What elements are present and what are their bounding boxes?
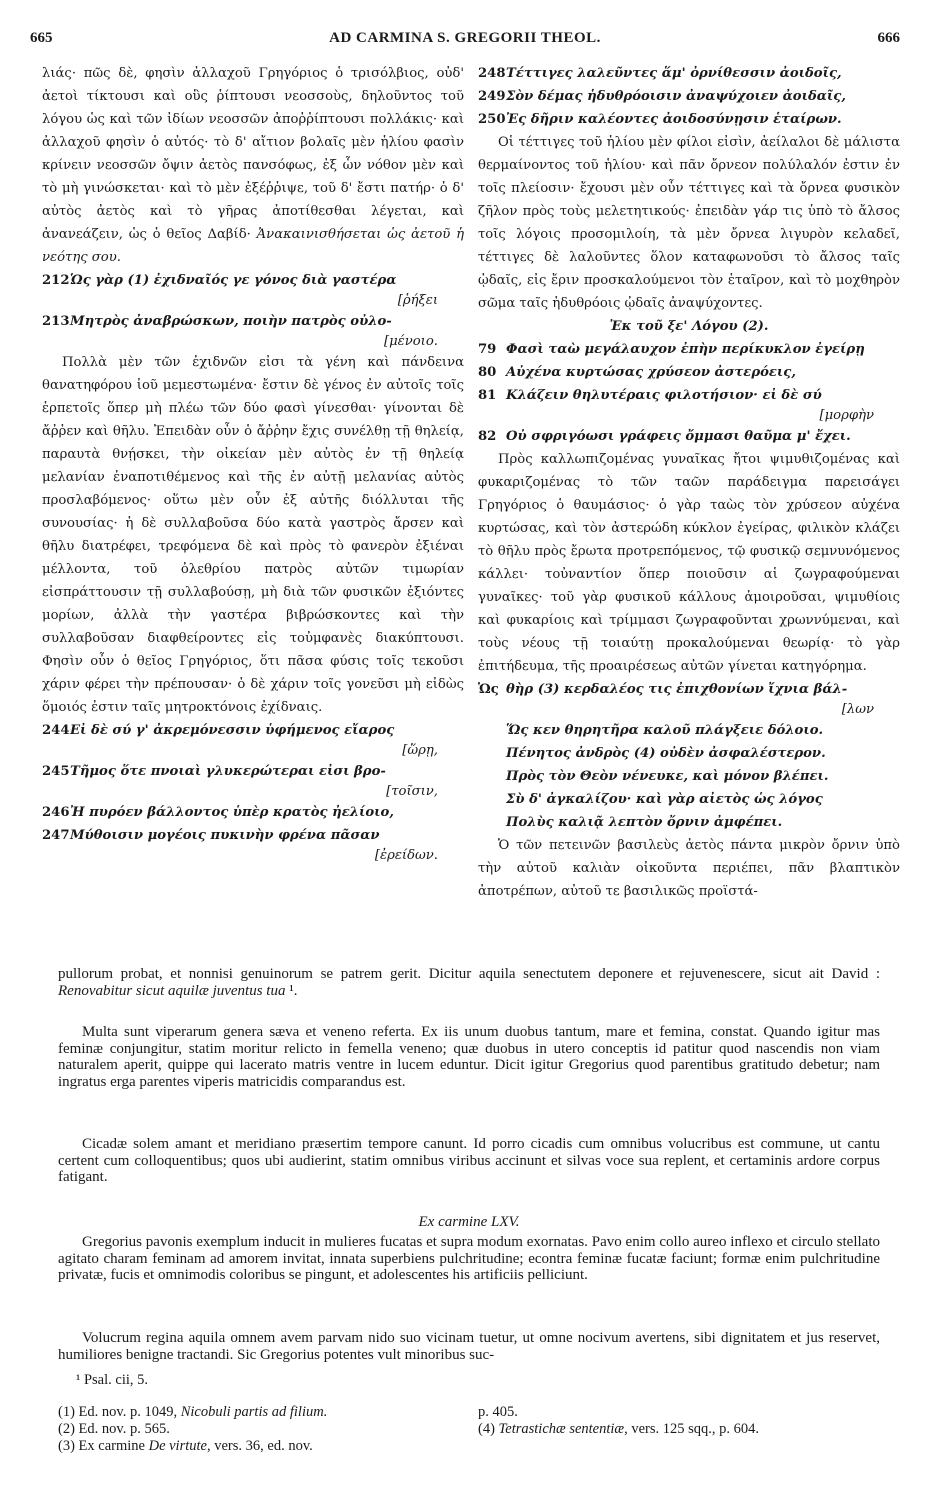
latin-p1-quote: Renovabitur sicut aquilæ juventus tua (58, 982, 286, 999)
footnote-line (58, 1438, 327, 1455)
latin-paragraph-4 (58, 1234, 880, 1284)
footnote-pre: (3) Ex carmine (58, 1438, 149, 1454)
left-verses-b (42, 719, 464, 865)
verse-line (478, 338, 900, 361)
left-verses-a (42, 269, 464, 351)
verse-text: Εἰ δὲ σύ γ' ἀκρεμόνεσσιν ὑφήμενος εἴαρος (70, 723, 395, 738)
verse-line (478, 425, 900, 448)
verse-continuation: [τοῖσιν, (386, 784, 438, 799)
footnote-psalm (76, 1372, 148, 1389)
verse-text: Φασὶ ταὼ μεγάλαυχον ἐπὴν περίκυκλον ἐγείρῃ (506, 342, 865, 357)
latin-heading-text: Ex carmine LXV. (418, 1214, 520, 1230)
verse-number: 246 (42, 805, 70, 820)
left-paragraph-2: Πολλὰ μὲν τῶν ἐχιδνῶν εἰσι τὰ γένη καὶ πάνδεινα θανατηφόρου ἰοῦ μεμεστωμένα· ἔστιν δὲ γένος ἐν αὐτοῖς τοῖς ἑρπετοῖς ὅπερ μὴ πλέω τῶν δύο φασὶ γίνεσθαι· γίνονται δὲ ἄῤῥεν καὶ θῆλυ. Ἐπειδὰν οὖν ὁ ἄῤῥην ἔχις συνέλθῃ τῇ θηλείᾳ, παραυτὰ θνῄσκει, τὴν οἰκείαν μὲν αὐτὸς ἐν τῇ θηλείᾳ μελανίαν ἐναποτιθέμενος καὶ τῆς ἐν αὐτῇ μελανίας αὐτὸς προσλαβόμενος· οὕτω μὲν οὖν ἐξ αὐτῆς διόλλυται τῆς συνουσίας· ἡ δὲ συλλαβοῦσα δύο κατὰ γαστρὸς ἄρσεν καὶ θῆλυ διατρέφει, τρεφόμενα δὲ καὶ πρὸς τὸ φανερὸν ἐξιέναι μέλλοντα, τοῦ ὀλεθρίου πατρὸς αὐτῶν τιμωρίαν εἰσπράττουσιν τῇ συλλαβούσῃ, μὴ διὰ τῶν φυσικῶν ἐξιόντες μορίων, ἀλλὰ τὴν γαστέρα βιβρώσκοντες καὶ τὴν συλλαβοῦσαν διαφθείροντες εἰς τοὐμφανὲς διακύπτουσι. Φησὶν οὖν ὁ θεῖος Γρηγόριος, ὅτι πᾶσα φύσις τοῖς τεκοῦσι χάριν φέρει τὴν πρέπουσαν· ὁ δὲ χάριν τοῖς γονεῦσι μὴ εἰδὼς ὅμοιός ἐστιν ταῖς μητροκτόνοις ἐχίδναις. (42, 355, 464, 715)
latin-p5-text: Volucrum regina aquila omnem avem parvam nido suo vicinam tuetur, ut omne nocivum avertens, sibi dignitatem et jus reservet, humiliores benigne tractandi. Sic Gregorius potentes vult minoribus suc- (58, 1330, 880, 1363)
right-verses-a (478, 62, 900, 131)
footnote-it: De virtute (148, 1438, 207, 1454)
latin-p3-text: Cicadæ solem amant et meridiano præsertim tempore canunt. Id porro cicadis cum omnibus volucribus est commune, ut cantu certent cum colloquentibus; quos ubi audierint, statim omnibus viribus accinunt et silvas voce sua replent, et certaminis ardore corpus fatigant. (58, 1136, 880, 1185)
footnote-it: Tetrastichæ sententiæ (498, 1421, 625, 1437)
verse-number: 245 (42, 764, 70, 779)
latin-paragraph-3 (58, 1136, 880, 1186)
verse-line (42, 719, 464, 742)
footnote-post: , vers. 36, ed. nov. (206, 1438, 313, 1454)
verse-text: Πολὺς καλιᾷ λεπτὸν ὄρνιν ἀμφέπει. (506, 815, 783, 830)
verse-text: Μύθοισιν μογέοις πυκινὴν φρένα πᾶσαν (70, 828, 380, 843)
verse-number: 79 (478, 342, 497, 357)
verse-line (478, 788, 900, 811)
verse-number: 250 (478, 112, 506, 127)
verse-line (478, 384, 900, 407)
verse-text: Τέττιγες λαλεῦντες ἅμ' ὀρνίθεσσιν ἀοιδοῖς, (506, 66, 842, 81)
verse-number (478, 788, 506, 811)
verse-text: Κλάζειν θηλυτέραις φιλοτήσιον· εἰ δὲ σύ (506, 388, 822, 403)
verse-text: Ὥς κεν θηρητῆρα καλοῦ πλάγξειε δόλοιο. (506, 723, 824, 738)
verse-number (478, 719, 506, 742)
running-title: AD CARMINA S. GREGORII THEOL. (329, 30, 601, 46)
verse-text: Σὸν δέμας ἡδυθρόοισιν ἀναψύχοιεν ἀοιδαῖς, (506, 89, 846, 104)
right-paragraph-3: Ὁ τῶν πετεινῶν βασιλεὺς ἀετὸς πάντα μικρὸν ὄρνιν ὑπὸ τὴν αὐτοῦ καλιὰν οἰκοῦντα περιέπει, πᾶν βλαπτικὸν ἀποτρέπων, αὐτοῦ τε βασιλικῶς προϊστά- (478, 838, 900, 899)
verse-number: 244 (42, 723, 70, 738)
left-para1-text: λιάς· πῶς δὲ, φησὶν ἀλλαχοῦ Γρηγόριος ὁ τρισόλβιος, οὐδ' ἀετοὶ τίκτουσι καὶ οὓς ῥίπτουσι νεοσσοὺς, δηλοῦντος τοῦ λόγου ὡς καὶ τῶν ἰδίων νεοσσῶν ἀποῤῥίπτουσι πολλάκις· καὶ ἀλλαχοῦ φησὶν ὁ αὐτός· τὸ δ' αἴτιον βολαῖς μὲν ἡλίου φασὶν κρίνειν νεοσσῶν ὄψιν ἀετὸς πανσόφως, ἐξ ὧν νόθον μὲν καὶ τὸ μὴ γινώσκεται· καὶ τὸ μὲν ἐξέῤῥιψε, τοῦ δ' ἔστι πατήρ· ὁ δ' αὐτὸς ἀετὸς καὶ τὸ γῆρας ἀποτίθεσθαι λέγεται, καὶ ἀνανεάζειν, ὡς ὁ θεῖος Δαβίδ· (42, 66, 464, 242)
footnote-line (478, 1404, 759, 1421)
verse-text: Σὺ δ' ἀγκαλίζου· καὶ γὰρ αἰετὸς ὡς λόγος (506, 792, 823, 807)
verse-line (478, 742, 900, 765)
verse-line (42, 801, 464, 824)
footnote-line (58, 1421, 327, 1438)
verse-text: Οὐ σφριγόωσι γράφεις ὄμμασι θαῦμα μ' ἔχει. (506, 429, 851, 444)
footnote-pre: (1) Ed. nov. p. 1049, (58, 1404, 181, 1420)
latin-heading (58, 1214, 880, 1231)
verse-text: Μητρὸς ἀναβρώσκων, ποιὴν πατρὸς οὐλο- (70, 314, 392, 329)
verse-line (478, 361, 900, 384)
latin-paragraph-2 (58, 1024, 880, 1090)
verse-number (478, 765, 506, 788)
verse-continuation: [ῥήξει (397, 293, 438, 308)
right-verses-c (478, 678, 900, 834)
verse-continuation: [ἐρείδων. (374, 848, 438, 863)
right-paragraph-2: Πρὸς καλλωπιζομένας γυναῖκας ἤτοι ψιμυθιζομένας καὶ φυκαριζομένας τὸ τῶν ταῶν παράδειγμα παρεισάγει Γρηγόριος ὁ θαυμάσιος· ὁ γὰρ ταὼς τὸν χρύσεον αὐχένα κυρτώσας, καὶ τὸν ἀστερώδη κύκλον ἐγείρας, φιλικὸν κλάζει τὸ θῆλυ πρὸς ἔρωτα προτρεπόμενος, τῷ φυσικῷ σεμνυνόμενος κάλλει· τοὐναντίον ὅπερ ποιοῦσιν αἱ ζωγραφούμεναι γυναῖκες· τοῦ γὰρ φυσικοῦ κάλλους ἀμοιροῦσαι, ψιμυθίοις καὶ φυκαρίοις καὶ τρίμμασι ζωγραφοῦνται χρωννύμεναι, καὶ τοὺς νέους τῇ τοιαύτῃ προκαλούμεναι θεωρίᾳ· τὸ γὰρ ἐπιτήδευμα, τῆς προαιρέσεως αὐτῶν γίνεται κατηγόρημα. (478, 452, 900, 674)
verse-line (42, 310, 464, 333)
latin-p2-text: Multa sunt viperarum genera sæva et veneno referta. Ex iis unum duobus tantum, mare et femina, constat. Quando igitur mas feminæ conjungitur, statim moritur relicto in femella veneno; quæ duobus in utero conceptis id patitur quod nascendis non viam naturalem aperit, quippe qui lacerato matris ventre in lucem eduntur. Dicit igitur Gregorius quod parentibus gratitudo debetur; nam ingratus erga parentes viperis matricidis comparandus est. (58, 1024, 880, 1090)
footnote-psalm-text: ¹ Psal. cii, 5. (76, 1372, 149, 1388)
verse-line (478, 811, 900, 834)
verse-line (478, 62, 900, 85)
page-number-right: 666 (877, 30, 900, 46)
verse-text: Αὐχένα κυρτώσας χρύσεον ἀστερόεις, (506, 365, 796, 380)
verse-text: Πρὸς τὸν Θεὸν νένευκε, καὶ μόνον βλέπει. (506, 769, 829, 784)
verse-number (478, 742, 506, 765)
verse-line (478, 108, 900, 131)
latin-p1-ref: ¹. (285, 982, 298, 999)
verse-number: 212 (42, 273, 70, 288)
latin-p4-text: Gregorius pavonis exemplum inducit in mulieres fucatas et supra modum exornatas. Pavo enim collo aureo inflexo et circulo stellato agitato charam feminam ad amorem invitat, innata superbiens pulchritudine; econtra feminæ fucatæ faciunt; formæ enim pulchritudine privatæ, fucis et omnimodis coloribus se pingunt, et adolescentes his artificiis pelliciunt. (58, 1234, 880, 1283)
left-greek-column (42, 62, 464, 865)
footnotes-left (58, 1404, 327, 1455)
right-verses-b (478, 338, 900, 448)
verse-text: Ἐς δῆριν καλέοντες ἀοιδοσύνῃσιν ἑταίρων. (506, 112, 842, 127)
left-para1-quote: Ἀνακαινισθήσεται ὡς ἀετοῦ ἡ νεότης σου. (42, 227, 464, 265)
verse-text: θὴρ (3) κερδαλέος τις ἐπιχθονίων ἴχνια βάλ- (506, 682, 848, 697)
verse-continuation: [ὥρῃ, (402, 743, 438, 758)
verse-line (478, 765, 900, 788)
footnote-pre: (2) Ed. nov. p. 565. (58, 1421, 170, 1437)
verse-number (478, 811, 506, 834)
footnote-line (478, 1421, 759, 1438)
verse-continuation: [μένοιο. (383, 334, 438, 349)
verse-number: 213 (42, 314, 70, 329)
latin-paragraph-5 (58, 1330, 880, 1363)
verse-line (42, 824, 464, 847)
verse-text: Ὡς γὰρ (1) ἐχιδναῖός γε γόνος διὰ γαστέρα (70, 273, 397, 288)
verse-text: Ἠ πυρόεν βάλλοντος ὑπὲρ κρατὸς ἠελίοιο, (70, 805, 394, 820)
left-paragraph-1 (42, 62, 464, 269)
page-number-left: 665 (30, 30, 53, 46)
verse-line (42, 269, 464, 292)
right-paragraph-1: Οἱ τέττιγες τοῦ ἡλίου μὲν φίλοι εἰσὶν, ἀείλαλοι δὲ μάλιστα θερμαίνοντος τοῦ ἡλίου· καὶ πᾶν ὄρνεον πολύλαλόν ἐστιν ἐν τοῖς πλείοσιν· ἔχουσι μὲν οὖν τέττιγες καὶ τὰ ὄρνεα φυσικὸν ζῆλον πρὸς τοὺς μελετητικούς· ἐπειδὰν γάρ τις ὑπὸ τὸ ἄλσος τοῖς λόγοις προσομιλοίη, τὰ μὲν ὄρνεα λιγυρὸν κελαδεῖ, τέττιγες δὲ λαλοῦντες ὅλον καταφωνοῦσι τὸ ἄλσος ταῖς ᾠδαῖς, εἰς ἔριν προσκαλούμενοι τὸν ἑταῖρον, καὶ τὸ μοχθηρὸν σῶμα ταῖς ἡδυθρόοις ᾠδαῖς ἀναψύχοντες. (478, 135, 900, 311)
verse-number: 81 (478, 388, 497, 403)
verse-line (478, 678, 900, 701)
right-section-heading: Ἐκ τοῦ ξε' Λόγου (2). (609, 319, 769, 334)
footnotes-right (478, 1404, 759, 1438)
footnote-pre: p. 405. (478, 1404, 518, 1420)
verse-number: 247 (42, 828, 70, 843)
verse-number: Ὡς (478, 682, 499, 697)
verse-number: 80 (478, 365, 497, 380)
verse-number: 248 (478, 66, 506, 81)
footnote-line (58, 1404, 327, 1421)
verse-text: Τῆμος ὅτε πνοιαὶ γλυκερώτεραι εἰσι βρο- (70, 764, 386, 779)
verse-continuation: [λων (841, 702, 874, 717)
right-greek-column (478, 62, 900, 903)
verse-line (42, 760, 464, 783)
verse-line (478, 719, 900, 742)
running-header (30, 30, 900, 52)
footnote-post: , vers. 125 sqq., p. 604. (624, 1421, 760, 1437)
footnote-it: Nicobuli partis ad filium. (180, 1404, 328, 1420)
verse-number: 249 (478, 89, 506, 104)
verse-number: 82 (478, 429, 497, 444)
latin-paragraph-1 (58, 966, 880, 999)
verse-continuation: [μορφὴν (819, 408, 874, 423)
latin-p1-text: pullorum probat, et nonnisi genuinorum se patrem gerit. Dicitur aquila senectutem deponere et rejuvenescere, sicut ait David : (58, 966, 880, 982)
footnote-pre: (4) (478, 1421, 499, 1437)
verse-line (478, 85, 900, 108)
verse-text: Πένητος ἀνδρὸς (4) οὐδὲν ἀσφαλέστερον. (506, 746, 826, 761)
